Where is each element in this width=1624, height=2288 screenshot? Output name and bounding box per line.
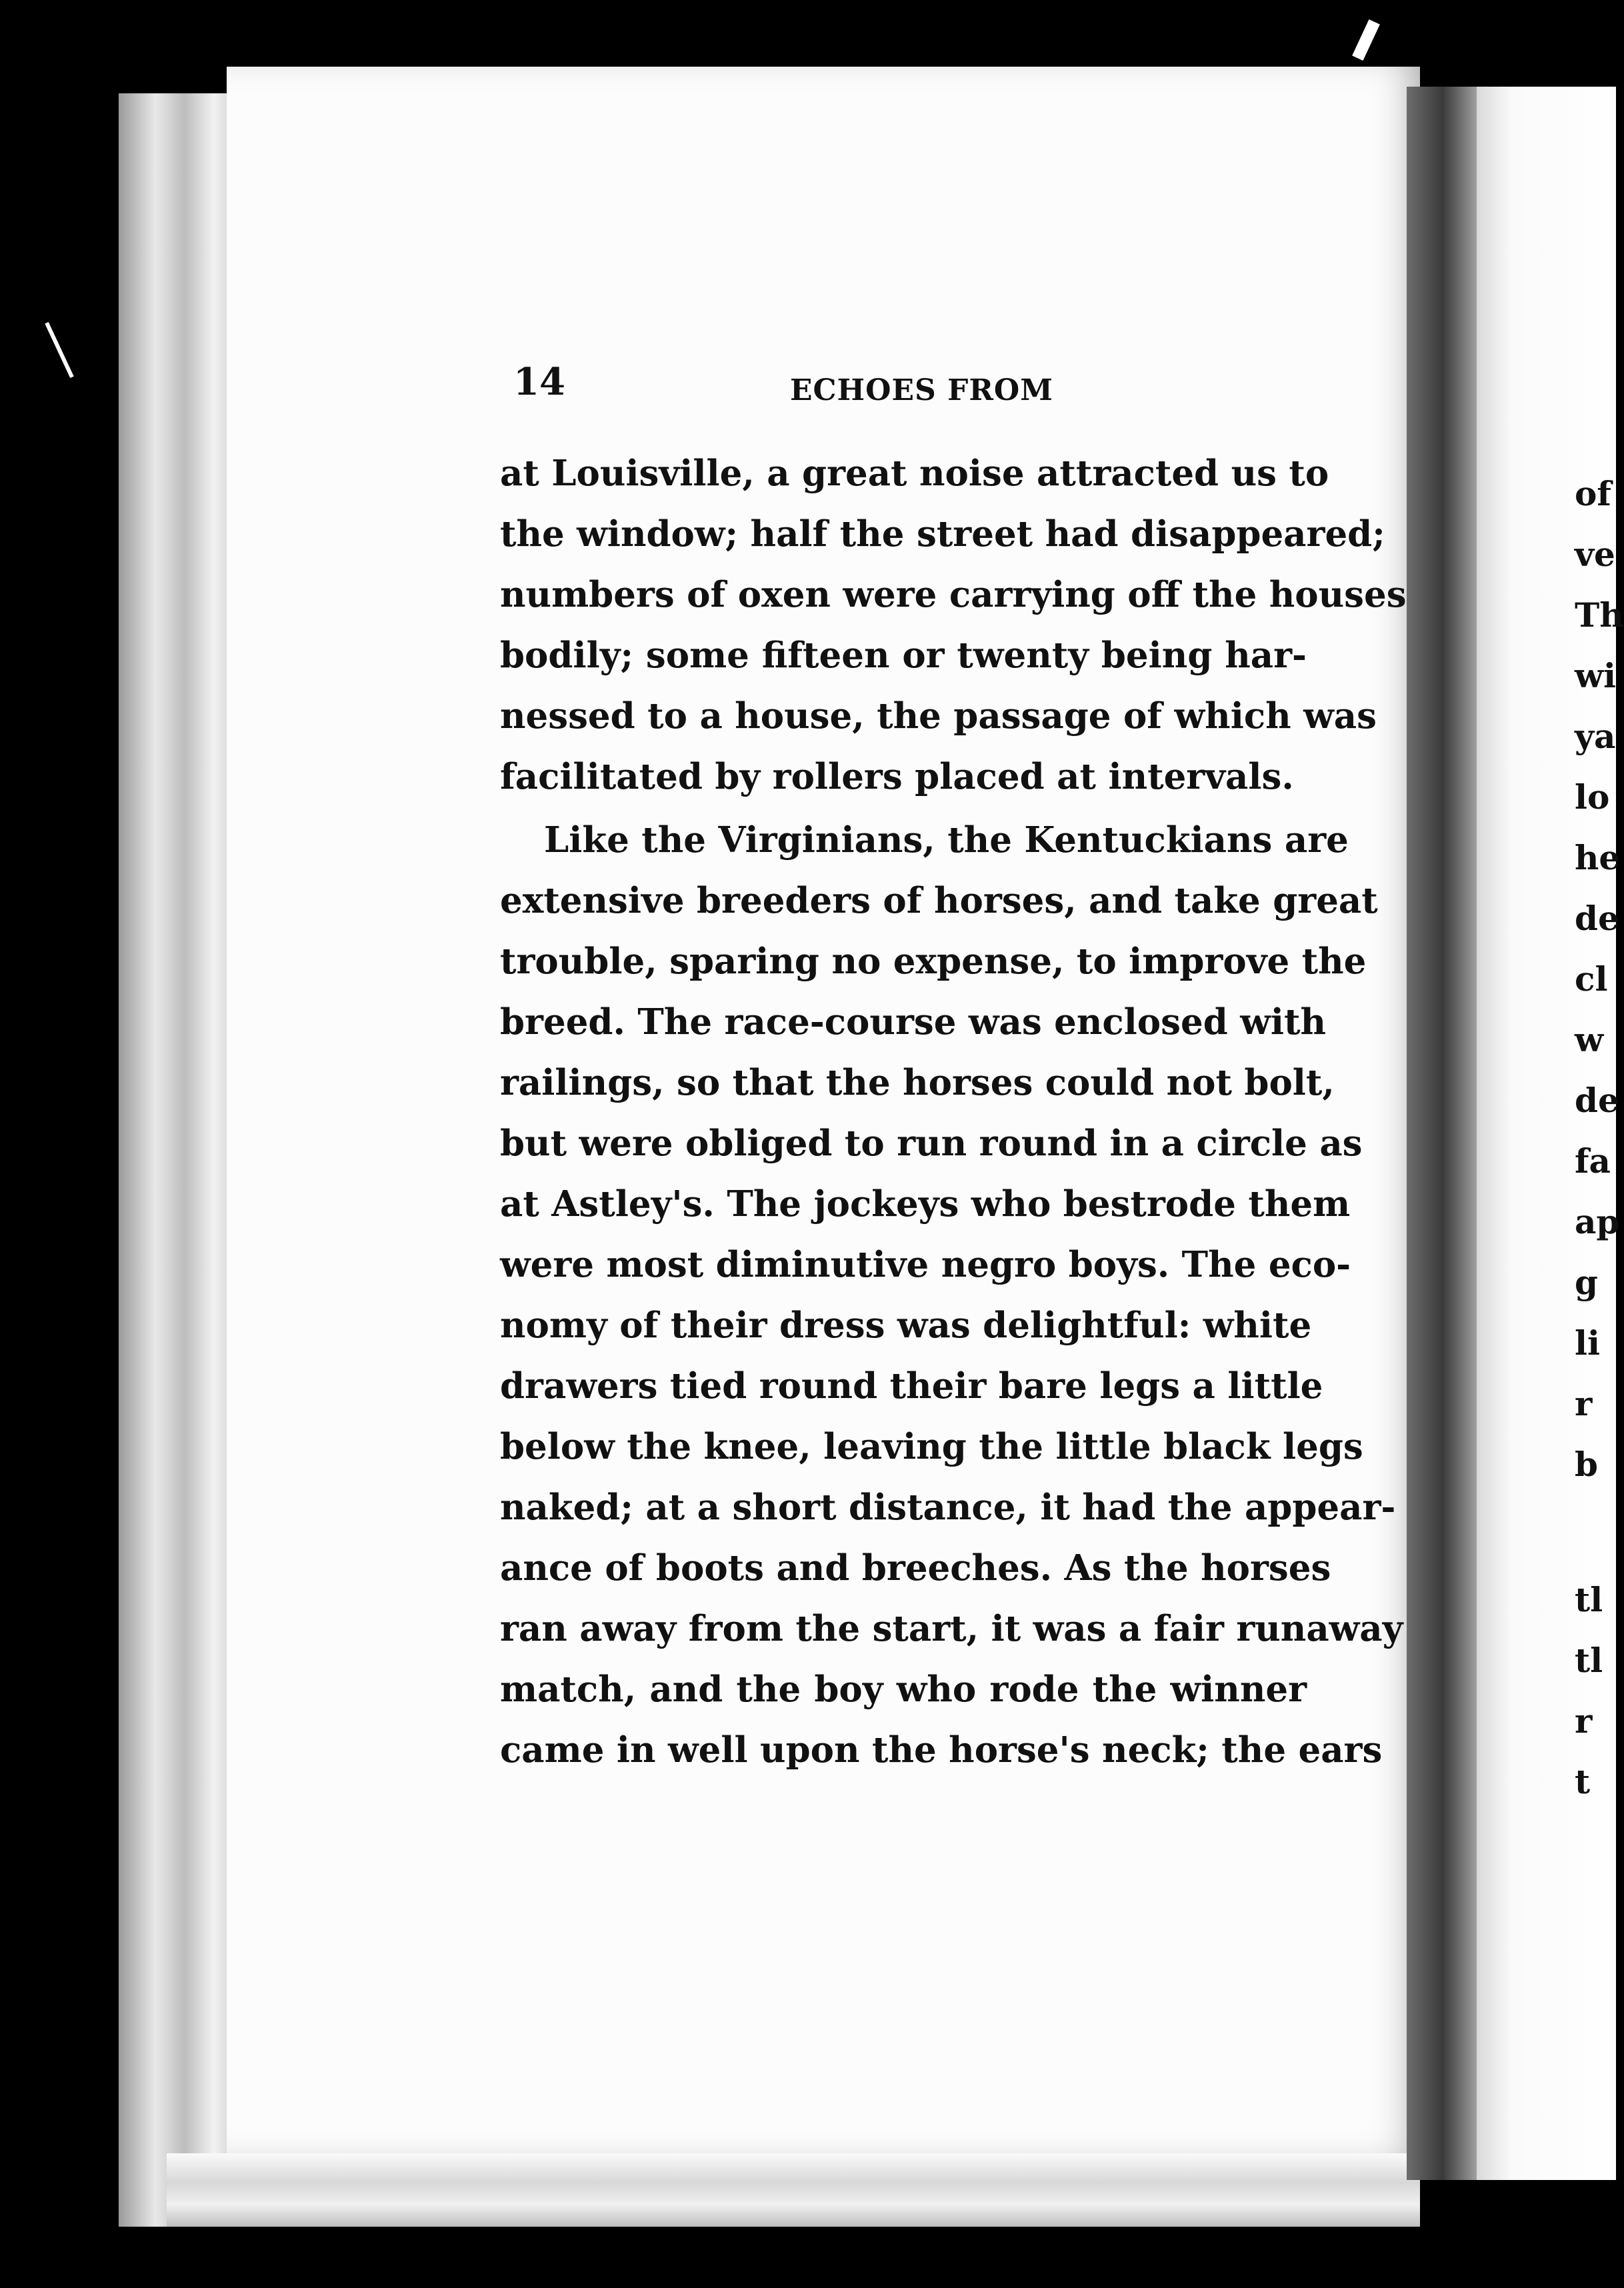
text-line: match, and the boy who rode the winner (500, 1669, 1307, 1710)
right-page-fragment: w (1575, 1020, 1604, 1059)
book-gutter (1407, 87, 1487, 2180)
right-page-fragment: r (1575, 1701, 1593, 1741)
right-page-fragment: b (1575, 1445, 1598, 1484)
right-page-fragment: cl (1575, 959, 1608, 999)
text-line: at Astley's. The jockeys who bestrode them (500, 1183, 1351, 1225)
text-line: the window; half the street had disappeared; (500, 513, 1385, 555)
text-line: were most diminutive negro boys. The eco- (500, 1244, 1351, 1285)
right-page-fragment: Th (1575, 595, 1624, 635)
right-page-fragment: de (1575, 899, 1619, 938)
right-page-fragment: lo (1575, 777, 1610, 817)
right-page-fragment: t (1575, 1762, 1591, 1801)
text-line: bodily; some fifteen or twenty being har- (500, 635, 1307, 676)
text-line: below the knee, leaving the little black legs (500, 1426, 1363, 1467)
page-stack-bottom-edge (167, 2153, 1420, 2227)
text-line: trouble, sparing no expense, to improve the (500, 941, 1367, 982)
running-head: ECHOES FROM (790, 373, 1053, 407)
main-text (500, 443, 1407, 1781)
text-line: but were obliged to run round in a circle as (500, 1123, 1363, 1164)
right-page-fragment: fa (1575, 1141, 1611, 1181)
right-page-text-fragments (1575, 463, 1624, 1812)
page-number: 14 (513, 360, 565, 404)
text-line: breed. The race-course was enclosed with (500, 1001, 1326, 1043)
right-page-fragment: he (1575, 838, 1621, 877)
text-line: extensive breeders of horses, and take great (500, 880, 1378, 921)
right-page-fragment: tl (1575, 1641, 1603, 1680)
paragraph-gap (1575, 1495, 1616, 1569)
text-line: nessed to a house, the passage of which was (500, 695, 1377, 737)
right-page-fragment: wi (1575, 656, 1617, 695)
text-line: drawers tied round their bare legs a little (500, 1365, 1323, 1407)
text-line: facilitated by rollers placed at intervals. (500, 756, 1294, 797)
text-line: ran away from the start, it was a fair runaway (500, 1608, 1403, 1649)
text-line: came in well upon the horse's neck; the ears (500, 1729, 1383, 1771)
right-page-fragment: ve (1575, 535, 1615, 574)
right-page-fragment: ap (1575, 1202, 1620, 1241)
right-page-fragment: g (1575, 1263, 1598, 1302)
right-page-fragment: ya (1575, 717, 1616, 756)
right-page-fragment: of (1575, 474, 1611, 513)
text-line: Like the Virginians, the Kentuckians are (544, 819, 1349, 861)
text-line: railings, so that the horses could not bolt, (500, 1062, 1335, 1103)
right-page-fragment: de (1575, 1081, 1619, 1120)
right-page-fragment: r (1575, 1384, 1593, 1423)
right-page-fragment: tl (1575, 1580, 1603, 1619)
text-line: numbers of oxen were carrying off the houses (500, 574, 1407, 615)
text-line: nomy of their dress was delightful: white (500, 1305, 1312, 1346)
right-page-fragment: li (1575, 1323, 1600, 1363)
text-line: ance of boots and breeches. As the horses (500, 1547, 1331, 1589)
text-line: at Louisville, a great noise attracted us to (500, 453, 1329, 494)
text-line: naked; at a short distance, it had the appear- (500, 1487, 1396, 1528)
